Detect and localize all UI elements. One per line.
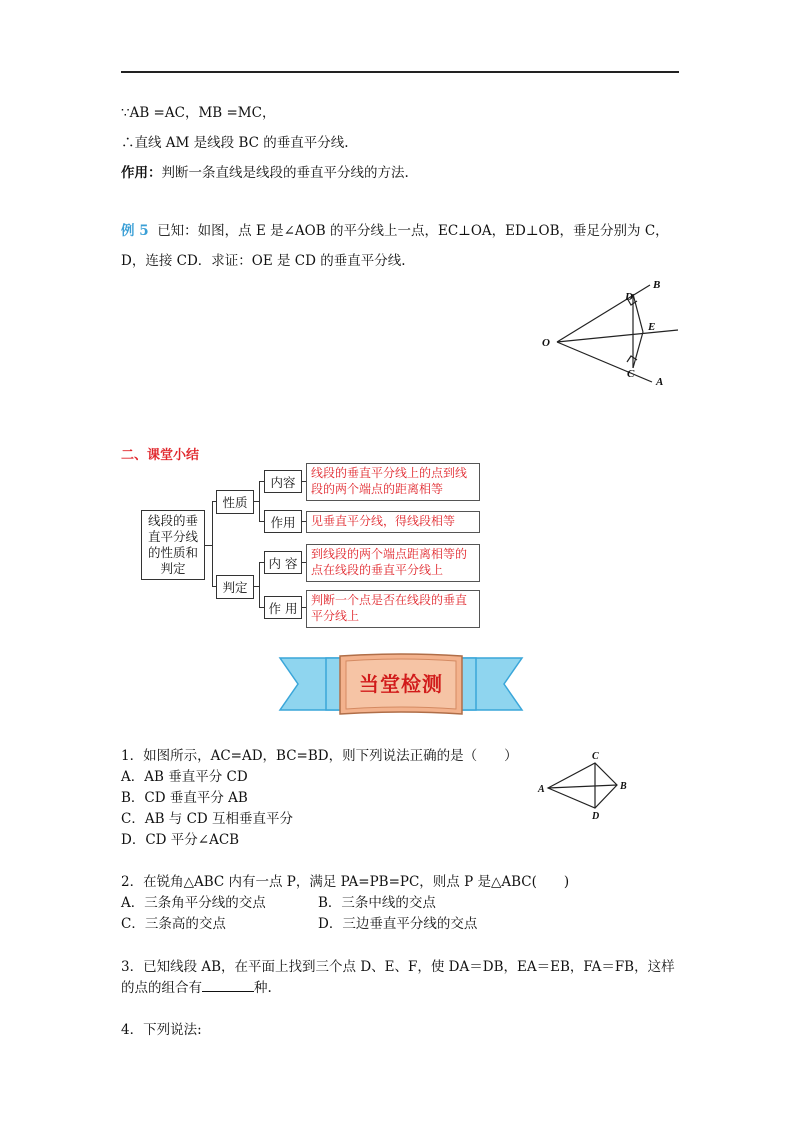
example5-label: 例 5 xyxy=(121,223,149,239)
fig5-label-b: B xyxy=(653,279,661,291)
fig1-label-b: B xyxy=(620,781,627,792)
property-usage-text: 见垂直平分线，得线段相等 xyxy=(306,511,480,533)
q3-line-1: 3．已知线段 AB，在平面上找到三个点 D、E、F，使 DA＝DB，EA＝EB，FA＝FB，这样 xyxy=(121,959,675,975)
q4-stem: 4．下列说法: xyxy=(121,1022,202,1038)
q1-figure xyxy=(535,748,635,822)
example5-line-1 xyxy=(121,219,669,239)
judgement-content-label: 内 容 xyxy=(264,551,302,574)
proof-line-2: ∴直线 AM 是线段 BC 的垂直平分线. xyxy=(121,135,349,151)
usage-label: 作用： xyxy=(121,165,162,181)
banner-title: 当堂检测 xyxy=(359,672,443,696)
judgement-usage-label: 作 用 xyxy=(264,596,302,619)
summary-root-box: 线段的垂直平分线的性质和判定 xyxy=(141,510,205,580)
fig5-label-c: C xyxy=(627,368,635,380)
q1-option-a: A．AB 垂直平分 CD xyxy=(121,769,248,785)
q2-option-d: D．三边垂直平分线的交点 xyxy=(318,916,478,932)
q1-option-b: B．CD 垂直平分 AB xyxy=(121,790,248,806)
fig1-label-a: A xyxy=(538,784,545,795)
usage-text: 判断一条直线是线段的垂直平分线的方法. xyxy=(161,165,409,181)
q2-option-c: C．三条高的交点 xyxy=(121,916,226,932)
header-rule xyxy=(121,71,679,73)
property-content-label: 内容 xyxy=(264,470,302,493)
connector xyxy=(259,562,260,608)
example5-text-1: 已知：如图，点 E 是∠AOB 的平分线上一点，EC⊥OA，ED⊥OB，垂足分别为 C， xyxy=(157,223,669,239)
q1-option-c: C．AB 与 CD 互相垂直平分 xyxy=(121,811,294,827)
example5-line-2: D，连接 CD．求证：OE 是 CD 的垂直平分线. xyxy=(121,253,406,269)
connector xyxy=(212,501,213,587)
fig1-label-d: D xyxy=(592,811,600,822)
q2-stem: 2．在锐角△ABC 内有一点 P，满足 PA=PB=PC，则点 P 是△ABC( ) xyxy=(121,874,570,890)
summary-heading: 二、课堂小结 xyxy=(121,448,200,463)
q2-option-a: A．三条角平分线的交点 xyxy=(121,895,266,911)
judgement-usage-text: 判断一个点是否在线段的垂直平分线上 xyxy=(306,590,480,628)
q3-line-2 xyxy=(121,976,272,996)
fig5-label-d: D xyxy=(625,291,633,303)
judgement-box: 判定 xyxy=(216,575,254,599)
judgement-content-text: 到线段的两个端点距离相等的点在线段的垂直平分线上 xyxy=(306,544,480,582)
q3-line-2-pre: 的点的组合有 xyxy=(121,980,202,996)
fig1-label-c: C xyxy=(592,751,599,762)
fig5-label-e: E xyxy=(648,321,656,333)
property-box: 性质 xyxy=(216,490,254,514)
q3-answer-blank[interactable] xyxy=(202,979,254,992)
example5-figure xyxy=(530,270,690,395)
usage-line xyxy=(121,161,409,181)
q2-option-b: B．三条中线的交点 xyxy=(318,895,436,911)
q3-line-2-post: 种. xyxy=(254,980,272,996)
property-usage-label: 作用 xyxy=(264,510,302,533)
connector xyxy=(259,481,260,522)
q1-option-d: D．CD 平分∠ACB xyxy=(121,832,240,848)
fig5-label-o: O xyxy=(542,337,550,349)
fig5-label-a: A xyxy=(656,376,664,388)
property-content-text: 线段的垂直平分线上的点到线段的两个端点的距离相等 xyxy=(306,463,480,501)
proof-line-1: ∵AB =AC，MB =MC， xyxy=(121,105,276,121)
q1-stem: 1．如图所示，AC=AD，BC=BD，则下列说法正确的是（ ） xyxy=(121,748,518,764)
